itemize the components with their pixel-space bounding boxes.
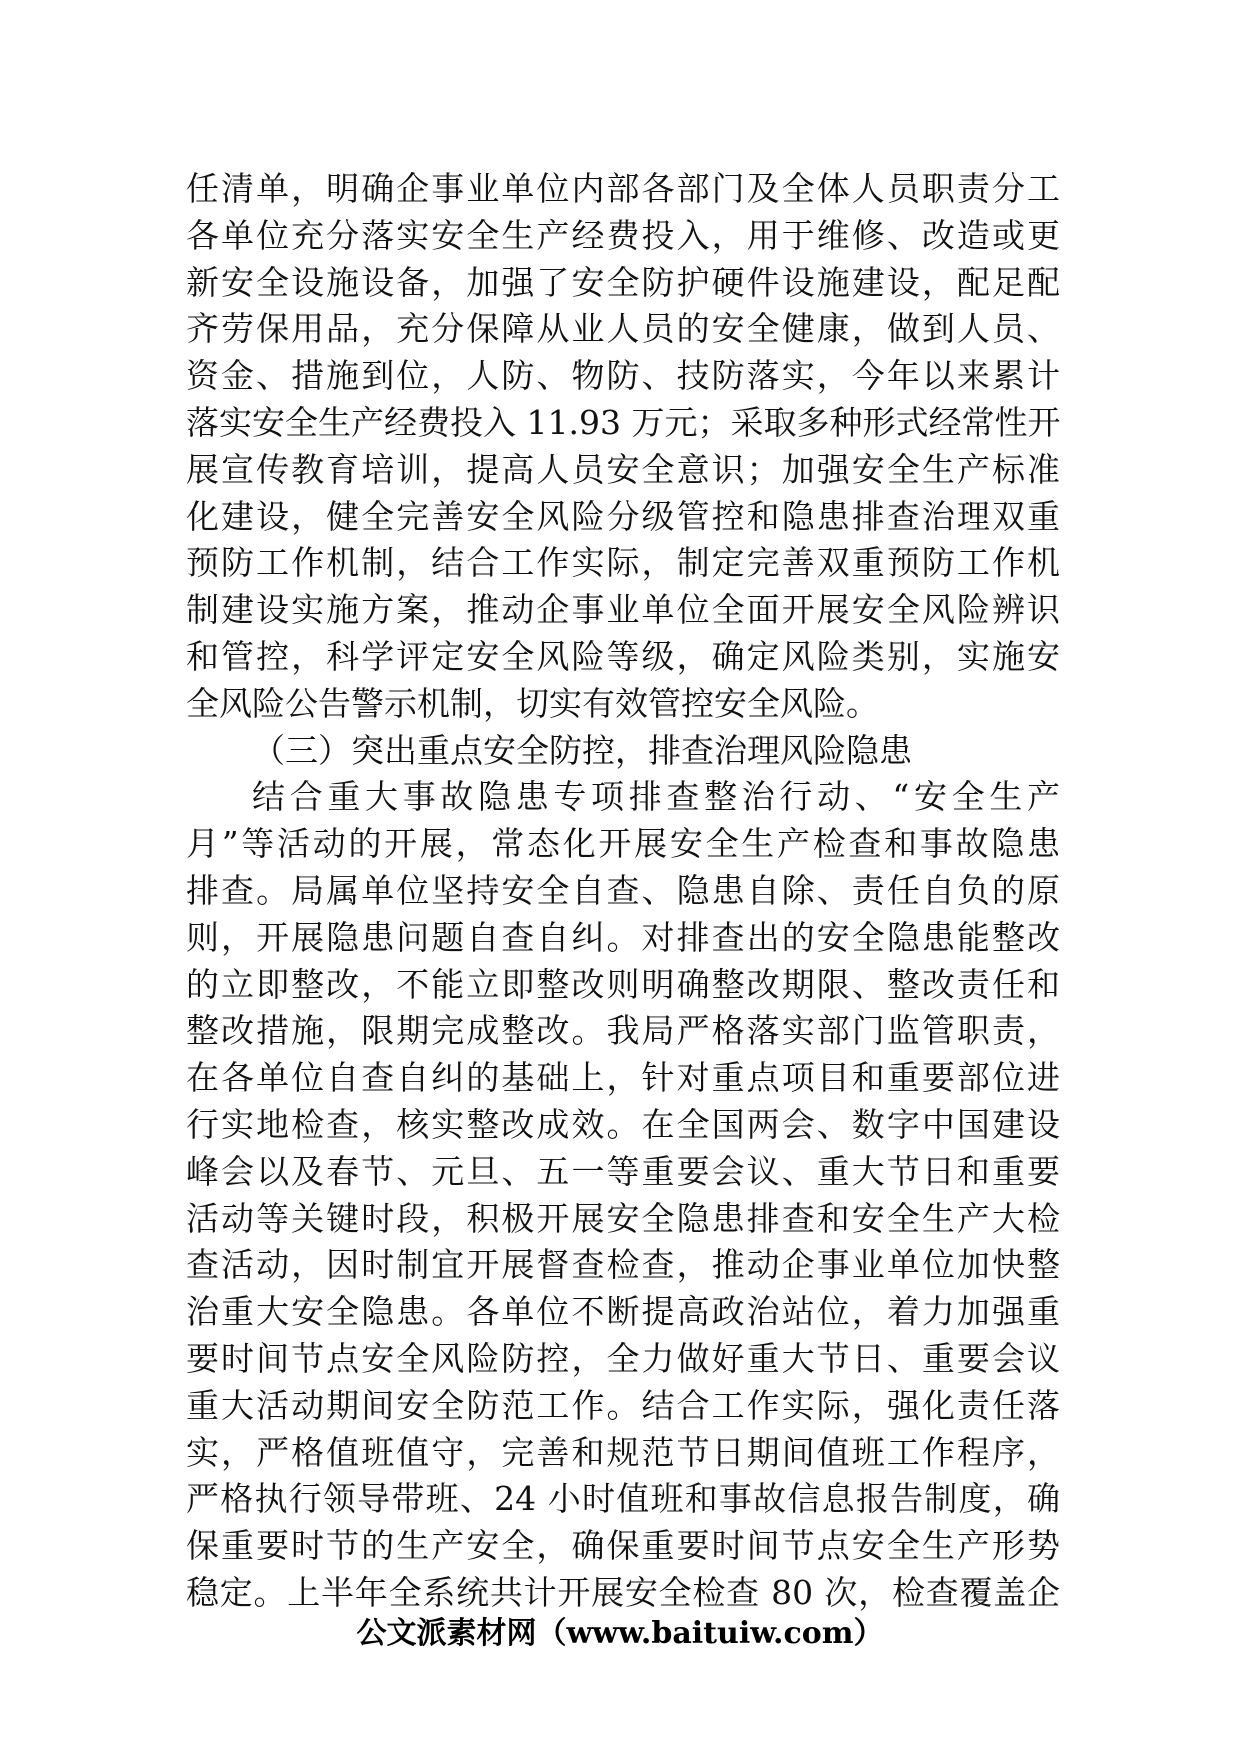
body-line-1: 任清单，明确企事业单位内部各部门及全体人员职责分工 [186,169,1060,208]
document-body [186,166,1060,1617]
body-line-14: 结合重大事故隐患专项排查整治行动、“安全生产 [252,777,1060,817]
body-line-21: 行实地检查，核实整改成效。在全国两会、数字中国建设 [186,1104,1060,1144]
body-line-2: 各单位充分落实安全生产经费投入，用于维修、改造或更 [186,215,1060,255]
body-line-17: 则，开展隐患问题自查自纠。对排查出的安全隐患能整改 [186,917,1060,957]
body-line-5: 资金、措施到位，人防、物防、技防落实，今年以来累计 [186,356,1060,396]
body-line-26: 要时间节点安全风险防控，全力做好重大节日、重要会议 [186,1338,1060,1378]
body-line-22: 峰会以及春节、元旦、五一等重要会议、重大节日和重要 [186,1151,1060,1191]
body-line-8: 化建设，健全完善安全风险分级管控和隐患排查治理双重 [186,496,1060,536]
body-line-16: 排查。局属单位坚持安全自查、隐患自除、责任自负的原 [186,870,1060,910]
body-line-23: 活动等关键时段，积极开展安全隐患排查和安全生产大检 [186,1198,1060,1238]
body-line-19: 整改措施，限期完成整改。我局严格落实部门监管职责， [186,1011,1060,1051]
footer-watermark: 公文派素材网（www.baituiw.com） [356,1616,884,1651]
body-line-3: 新安全设施设备，加强了安全防护硬件设施建设，配足配 [186,262,1060,302]
body-line-10: 制建设实施方案，推动企事业单位全面开展安全风险辨识 [186,590,1060,630]
body-line-30: 保重要时节的生产安全，确保重要时间节点安全生产形势 [186,1526,1060,1566]
body-line-29: 严格执行领导带班、24 小时值班和事故信息报告制度，确 [186,1479,1060,1519]
body-line-11: 和管控，科学评定安全风险等级，确定风险类别，实施安 [186,636,1060,676]
body-line-6: 落实安全生产经费投入 11.93 万元；采取多种形式经常性开 [186,402,1061,442]
body-line-24: 查活动，因时制宜开展督查检查，推动企事业单位加快整 [186,1245,1060,1285]
section-heading: （三）突出重点安全防控，排查治理风险隐患 [252,730,912,770]
body-line-4: 齐劳保用品，充分保障从业人员的安全健康，做到人员、 [186,309,1060,349]
body-line-20: 在各单位自查自纠的基础上，针对重点项目和重要部位进 [186,1058,1060,1098]
body-line-15: 月”等活动的开展，常态化开展安全生产检查和事故隐患 [186,824,1060,864]
body-line-31: 稳定。上半年全系统共计开展安全检查 80 次，检查覆盖企 [186,1572,1060,1612]
body-line-12: 全风险公告警示机制，切实有效管控安全风险。 [186,683,879,723]
body-line-27: 重大活动期间安全防范工作。结合工作实际，强化责任落 [186,1385,1060,1425]
body-line-18: 的立即整改，不能立即整改则明确整改期限、整改责任和 [186,964,1060,1004]
body-line-25: 治重大安全隐患。各单位不断提高政治站位，着力加强重 [186,1292,1060,1332]
body-line-7: 展宣传教育培训，提高人员安全意识；加强安全生产标准 [186,449,1060,489]
body-line-9: 预防工作机制，结合工作实际，制定完善双重预防工作机 [186,543,1060,583]
body-line-28: 实，严格值班值守，完善和规范节日期间值班工作程序， [186,1432,1060,1472]
